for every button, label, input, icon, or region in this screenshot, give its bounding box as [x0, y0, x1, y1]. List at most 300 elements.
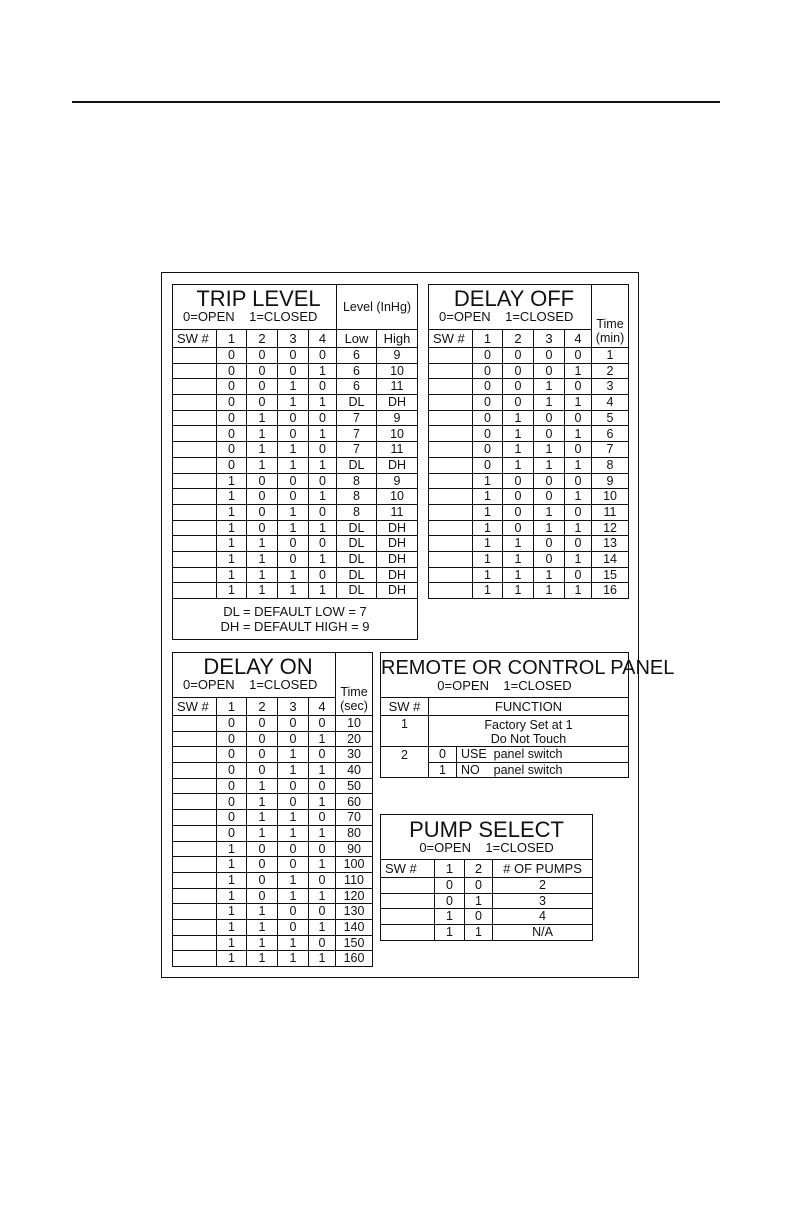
table-cell: DL [337, 551, 377, 567]
table-cell: 0 [309, 872, 336, 888]
table-cell: 0 [309, 348, 337, 364]
table-cell: N/A [493, 925, 593, 941]
table-cell: 9 [377, 473, 418, 489]
table-row [173, 919, 373, 935]
table-cell: 120 [336, 888, 373, 904]
col-header: 1 [473, 330, 503, 348]
table-row [429, 551, 629, 567]
table-cell: 0 [309, 778, 336, 794]
sw-cell [429, 348, 473, 364]
table-cell: 0 [247, 489, 278, 505]
table-cell: 0 [309, 473, 337, 489]
table-cell: 0 [503, 504, 534, 520]
table-row [173, 810, 373, 826]
table-cell: 0 [309, 504, 337, 520]
table-cell: 70 [336, 810, 373, 826]
table-cell: 1 [473, 489, 503, 505]
table-cell: 0 [247, 747, 278, 763]
pump-select-title: PUMP SELECT [409, 817, 564, 842]
table-cell: 1 [247, 410, 278, 426]
sw-cell [173, 348, 217, 364]
remote-open-closed: 0=OPEN 1=CLOSED [437, 678, 572, 693]
table-cell: 1 [435, 909, 465, 925]
sw-cell [173, 731, 217, 747]
table-cell: 0 [278, 919, 309, 935]
col-header: 3 [534, 330, 565, 348]
table-cell: 0 [309, 904, 336, 920]
table-cell: 16 [592, 583, 629, 599]
table-cell: 0 [309, 379, 337, 395]
table-cell: 150 [336, 935, 373, 951]
table-row [173, 583, 418, 599]
table-row [173, 872, 373, 888]
table-cell: 8 [337, 473, 377, 489]
table-cell: 10 [592, 489, 629, 505]
table-cell: 0 [247, 395, 278, 411]
delay-on-title: DELAY ON [203, 654, 313, 679]
table-cell: 2 [592, 363, 629, 379]
table-row [381, 878, 593, 894]
delay-off-rows [429, 348, 629, 599]
table-cell: 0 [278, 551, 309, 567]
table-row [173, 888, 373, 904]
table-cell: 0 [247, 363, 278, 379]
table-cell: 12 [592, 520, 629, 536]
table-cell: 0 [534, 536, 565, 552]
table-cell: 1 [278, 395, 309, 411]
trip-level-notes [173, 599, 418, 640]
table-cell: 9 [377, 348, 418, 364]
table-cell: 3 [493, 893, 593, 909]
sw-cell [429, 442, 473, 458]
sw-cell [173, 442, 217, 458]
table-cell: 0 [217, 457, 247, 473]
table-cell: 0 [534, 426, 565, 442]
table-cell: 1 [278, 583, 309, 599]
table-row [173, 489, 418, 505]
sw-cell [381, 925, 435, 941]
sw-cell [173, 919, 217, 935]
table-row [173, 426, 418, 442]
table-cell: 0 [278, 857, 309, 873]
sw-cell [429, 363, 473, 379]
col-header: 2 [247, 330, 278, 348]
table-cell: 1 [473, 536, 503, 552]
table-cell: 1 [473, 583, 503, 599]
table-cell: 6 [337, 348, 377, 364]
table-cell: 1 [309, 426, 337, 442]
col-header: 1 [435, 860, 465, 878]
sw-cell [173, 379, 217, 395]
delay-off-header [429, 285, 592, 330]
table-cell: 0 [565, 473, 592, 489]
table-cell: 11 [377, 379, 418, 395]
table-cell: 1 [435, 925, 465, 941]
table-cell: 0 [503, 348, 534, 364]
table-cell: 0 [217, 716, 247, 732]
table-cell: 1 [247, 951, 278, 967]
table-cell: 1 [309, 395, 337, 411]
table-row [429, 520, 629, 536]
table-cell: 1 [278, 504, 309, 520]
table-cell: 1 [592, 348, 629, 364]
sw-cell [173, 904, 217, 920]
table-cell: 1 [534, 379, 565, 395]
sw-cell [173, 520, 217, 536]
table-cell: 1 [465, 925, 493, 941]
table-cell: 0 [435, 893, 465, 909]
default-low-note: DL = DEFAULT LOW = 7 [223, 604, 367, 619]
table-cell: 1 [278, 825, 309, 841]
table-cell: 90 [336, 841, 373, 857]
table-cell: 1 [473, 567, 503, 583]
table-cell: 1 [565, 363, 592, 379]
table-cell: 0 [309, 935, 336, 951]
table-row [173, 857, 373, 873]
table-cell: 10 [377, 363, 418, 379]
sw-cell [173, 935, 217, 951]
trip-level-header [173, 285, 337, 330]
col-header: 3 [278, 330, 309, 348]
table-cell: 5 [592, 410, 629, 426]
table-cell: 0 [565, 536, 592, 552]
table-cell: 0 [309, 536, 337, 552]
table-cell: 0 [217, 825, 247, 841]
table-cell: 0 [247, 379, 278, 395]
pump-select-header [381, 815, 593, 860]
table-cell: 0 [473, 410, 503, 426]
sw-cell [173, 551, 217, 567]
remote-header [381, 653, 675, 698]
table-cell: 11 [592, 504, 629, 520]
table-cell: 10 [377, 489, 418, 505]
table-cell: 1 [534, 442, 565, 458]
sw-cell [173, 457, 217, 473]
table-cell: 6 [337, 363, 377, 379]
trip-level-open-closed: 0=OPEN 1=CLOSED [183, 309, 318, 324]
table-cell: DH [377, 395, 418, 411]
table-cell: 1 [309, 857, 336, 873]
table-cell: 0 [278, 410, 309, 426]
table-cell: 7 [592, 442, 629, 458]
table-cell: 0 [534, 489, 565, 505]
table-cell: 8 [337, 489, 377, 505]
table-cell: 0 [534, 473, 565, 489]
col-header: # OF PUMPS [493, 860, 593, 878]
table-row [173, 442, 418, 458]
sw-cell [429, 504, 473, 520]
table-cell: 1 [473, 551, 503, 567]
table-row [429, 583, 629, 599]
sw-cell [173, 794, 217, 810]
table-cell: 140 [336, 919, 373, 935]
table-row [173, 935, 373, 951]
table-cell: 1 [247, 778, 278, 794]
table-cell: DH [377, 457, 418, 473]
sw-cell [429, 457, 473, 473]
col-header: 4 [309, 698, 336, 716]
pump-select-open-closed: 0=OPEN 1=CLOSED [419, 840, 554, 855]
table-cell: 1 [278, 888, 309, 904]
remote-row1-fn2: Do Not Touch [490, 732, 567, 746]
table-cell: 1 [503, 583, 534, 599]
table-cell: 0 [309, 567, 337, 583]
table-cell: 0 [217, 363, 247, 379]
table-cell: 1 [473, 504, 503, 520]
table-cell: 0 [278, 778, 309, 794]
sw-cell [173, 888, 217, 904]
table-cell: 1 [278, 567, 309, 583]
table-cell: 0 [565, 504, 592, 520]
table-cell: 1 [247, 794, 278, 810]
remote-row1-function [429, 716, 629, 747]
table-cell: 1 [217, 504, 247, 520]
table-cell: DL [337, 520, 377, 536]
table-row [173, 747, 373, 763]
table-cell: DL [337, 567, 377, 583]
table-row [429, 395, 629, 411]
table-cell: 14 [592, 551, 629, 567]
table-cell: 1 [503, 442, 534, 458]
sw-cell [173, 857, 217, 873]
table-cell: 1 [534, 504, 565, 520]
sw-cell [173, 504, 217, 520]
table-row [429, 363, 629, 379]
table-cell: 0 [278, 426, 309, 442]
table-cell: 8 [337, 504, 377, 520]
table-cell: 0 [247, 763, 278, 779]
table-cell: 0 [217, 810, 247, 826]
table-cell: 40 [336, 763, 373, 779]
table-cell: 1 [278, 520, 309, 536]
table-cell: 1 [309, 731, 336, 747]
table-cell: 1 [309, 794, 336, 810]
table-cell: 1 [217, 489, 247, 505]
table-row [381, 893, 593, 909]
table-cell: 15 [592, 567, 629, 583]
sw-cell [173, 473, 217, 489]
table-row [173, 473, 418, 489]
table-cell: 0 [473, 395, 503, 411]
col-header: 2 [247, 698, 278, 716]
sw-cell [429, 410, 473, 426]
table-cell: 80 [336, 825, 373, 841]
table-cell: 0 [217, 379, 247, 395]
delay-on-rows [173, 716, 373, 967]
table-cell: 1 [309, 520, 337, 536]
table-cell: 1 [247, 426, 278, 442]
top-rule [72, 101, 720, 103]
table-cell: 4 [592, 395, 629, 411]
table-cell: 0 [465, 909, 493, 925]
table-cell: 1 [503, 426, 534, 442]
sw-cell [173, 716, 217, 732]
table-cell: 1 [565, 489, 592, 505]
table-cell: 1 [465, 893, 493, 909]
table-row [173, 567, 418, 583]
col-header: High [377, 330, 418, 348]
trip-level-rows [173, 348, 418, 599]
table-cell: 1 [217, 919, 247, 935]
delay-on-open-closed: 0=OPEN 1=CLOSED [183, 677, 318, 692]
table-cell: 9 [377, 410, 418, 426]
table-cell: 0 [435, 878, 465, 894]
table-cell: 2 [493, 878, 593, 894]
table-row [173, 778, 373, 794]
table-cell: 1 [309, 457, 337, 473]
remote-row1-fn1: Factory Set at 1 [484, 718, 573, 732]
sw-cell [429, 489, 473, 505]
remote-row2b-function: NO panel switch [457, 762, 629, 778]
table-row [173, 763, 373, 779]
table-cell: 0 [534, 551, 565, 567]
sw-cell [173, 841, 217, 857]
col-header: SW # [173, 698, 217, 716]
table-cell: 60 [336, 794, 373, 810]
table-cell: 1 [309, 825, 336, 841]
sw-cell [173, 536, 217, 552]
table-cell: 1 [565, 426, 592, 442]
table-cell: 0 [278, 841, 309, 857]
table-cell: 7 [337, 410, 377, 426]
table-cell: 0 [247, 841, 278, 857]
col-header: 1 [217, 330, 247, 348]
sw-cell [173, 567, 217, 583]
table-cell: DL [337, 395, 377, 411]
sw-cell [173, 583, 217, 599]
table-cell: 0 [247, 731, 278, 747]
table-cell: 1 [247, 935, 278, 951]
table-cell: 0 [565, 348, 592, 364]
table-cell: 11 [377, 442, 418, 458]
table-row [429, 442, 629, 458]
table-cell: 0 [534, 410, 565, 426]
table-row [173, 348, 418, 364]
table-cell: 0 [247, 857, 278, 873]
table-cell: 0 [247, 520, 278, 536]
table-cell: 1 [247, 904, 278, 920]
table-cell: 0 [473, 457, 503, 473]
table-cell: 0 [309, 716, 336, 732]
table-cell: 1 [217, 520, 247, 536]
table-cell: 50 [336, 778, 373, 794]
table-cell: 1 [309, 489, 337, 505]
table-cell: DH [377, 536, 418, 552]
table-row [381, 925, 593, 941]
table-cell: 0 [278, 794, 309, 810]
table-row [429, 489, 629, 505]
table-row [429, 348, 629, 364]
table-cell: 1 [503, 536, 534, 552]
table-cell: 1 [278, 457, 309, 473]
sw-cell [429, 520, 473, 536]
remote-row2a-function: USE panel switch [457, 747, 629, 763]
table-cell: 6 [592, 426, 629, 442]
table-cell: 1 [565, 457, 592, 473]
table-row [429, 536, 629, 552]
table-row [429, 473, 629, 489]
default-high-note: DH = DEFAULT HIGH = 9 [220, 619, 370, 634]
table-cell: 1 [217, 857, 247, 873]
table-cell: 3 [592, 379, 629, 395]
sw-cell [429, 426, 473, 442]
table-row [429, 426, 629, 442]
remote-row2b-value: 1 [429, 762, 457, 778]
sw-cell [381, 909, 435, 925]
table-cell: 1 [278, 810, 309, 826]
table-cell: 1 [309, 951, 336, 967]
table-cell: 0 [503, 395, 534, 411]
sw-cell [173, 951, 217, 967]
sw-cell [173, 810, 217, 826]
table-cell: 0 [247, 888, 278, 904]
table-cell: 1 [247, 442, 278, 458]
table-row [173, 504, 418, 520]
table-cell: 1 [217, 551, 247, 567]
table-cell: 1 [278, 951, 309, 967]
table-cell: DL [337, 536, 377, 552]
remote-row1-sw: 1 [381, 716, 429, 747]
table-cell: 1 [217, 473, 247, 489]
remote-row2a-value: 0 [429, 747, 457, 763]
table-cell: 1 [278, 379, 309, 395]
table-row [173, 457, 418, 473]
col-header: 3 [278, 698, 309, 716]
col-header: Low [337, 330, 377, 348]
table-cell: 0 [503, 473, 534, 489]
col-header: 4 [565, 330, 592, 348]
table-cell: DL [337, 457, 377, 473]
delay-on-header [173, 653, 336, 698]
table-cell: 1 [217, 935, 247, 951]
col-header: SW # [173, 330, 217, 348]
table-cell: 10 [336, 716, 373, 732]
sw-cell [173, 763, 217, 779]
table-cell: 0 [309, 410, 337, 426]
sw-cell [429, 551, 473, 567]
table-cell: 1 [247, 551, 278, 567]
sw-cell [429, 379, 473, 395]
table-cell: 10 [377, 426, 418, 442]
table-cell: 1 [309, 763, 336, 779]
table-cell: 160 [336, 951, 373, 967]
table-cell: 0 [247, 872, 278, 888]
table-row [429, 567, 629, 583]
trip-level-table [172, 284, 417, 640]
table-cell: 1 [217, 536, 247, 552]
table-cell: 1 [503, 410, 534, 426]
table-cell: DH [377, 551, 418, 567]
table-cell: 1 [565, 395, 592, 411]
table-cell: 0 [217, 348, 247, 364]
table-cell: 1 [247, 810, 278, 826]
col-header: SW # [429, 330, 473, 348]
table-row [173, 536, 418, 552]
table-cell: 0 [278, 489, 309, 505]
table-cell: 0 [278, 363, 309, 379]
table-row [173, 395, 418, 411]
table-cell: 1 [247, 825, 278, 841]
table-row [173, 951, 373, 967]
remote-function-header: FUNCTION [429, 698, 629, 716]
table-cell: 8 [592, 457, 629, 473]
table-cell: 0 [217, 395, 247, 411]
sw-cell [381, 893, 435, 909]
table-cell: 0 [473, 379, 503, 395]
remote-title: REMOTE OR CONTROL PANEL [381, 657, 675, 679]
sw-cell [173, 395, 217, 411]
table-cell: 0 [278, 716, 309, 732]
